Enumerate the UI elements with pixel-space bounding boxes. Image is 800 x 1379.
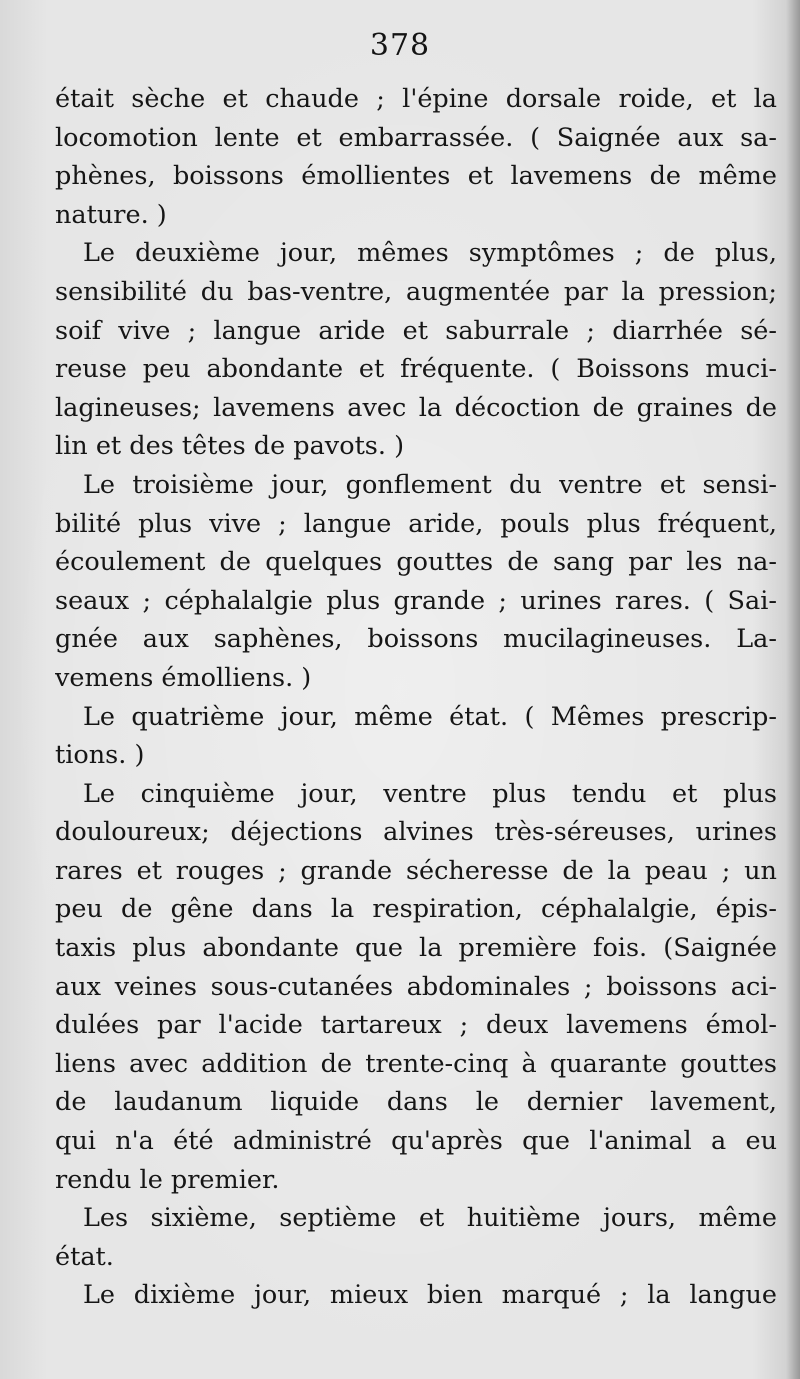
text-line: était sèche et chaude ; l'épine dorsale roide, et la [55, 84, 777, 114]
text-line: tions. ) [55, 740, 145, 771]
text-line: liens avec addition de trente-cinq à quarante gouttes [55, 1048, 777, 1079]
text-line: Les sixième, septième et huitième jours, même [83, 1203, 777, 1234]
page-edge-shadow [786, 0, 800, 1379]
text-line: état. [55, 1241, 114, 1272]
body-text [55, 80, 777, 1315]
text-line: lagineuses; lavemens avec la décoction de graines de [55, 392, 777, 423]
text-line: Le cinquième jour, ventre plus tendu et plus [83, 778, 777, 809]
text-line: Le dixième jour, mieux bien marqué ; la langue [83, 1280, 777, 1311]
text-line: qui n'a été administré qu'après que l'animal a eu [55, 1126, 777, 1157]
text-line: Le troisième jour, gonflement du ventre et sensi- [83, 469, 777, 500]
text-line: écoulement de quelques gouttes de sang par les na- [55, 547, 777, 578]
text-line: phènes, boissons émollientes et lavemens de même [55, 161, 777, 192]
page-number: 378 [369, 28, 431, 63]
text-line: lin et des têtes de pavots. ) [55, 431, 405, 462]
text-line: locomotion lente et embarrassée. ( Saignée aux sa- [55, 122, 777, 153]
text-line: rendu le premier. [55, 1164, 280, 1195]
text-line: sensibilité du bas-ventre, augmentée par la pression; [55, 276, 777, 307]
text-line: soif vive ; langue aride et saburrale ; diarrhée sé- [55, 315, 777, 346]
text-line: vemens émolliens. ) [55, 662, 312, 693]
text-line: gnée aux saphènes, boissons mucilagineuses. La- [55, 624, 777, 655]
text-line: peu de gêne dans la respiration, céphalalgie, épis- [55, 894, 777, 925]
text-line: taxis plus abondante que la première fois. (Saignée [55, 933, 777, 964]
text-line: Le deuxième jour, mêmes symptômes ; de plus, [83, 238, 777, 269]
text-line: nature. ) [55, 199, 167, 230]
text-line: seaux ; céphalalgie plus grande ; urines rares. ( Sai- [55, 585, 777, 616]
text-line: dulées par l'acide tartareux ; deux lavemens émol- [55, 1010, 777, 1041]
text-line: douloureux; déjections alvines très-séreuses, urines [55, 817, 777, 848]
text-line: aux veines sous-cutanées abdominales ; boissons aci- [55, 971, 777, 1002]
text-line: rares et rouges ; grande sécheresse de la peau ; un [55, 855, 777, 886]
text-line: Le quatrième jour, même état. ( Mêmes prescrip- [83, 701, 777, 732]
text-line: bilité plus vive ; langue aride, pouls plus fréquent, [55, 508, 777, 539]
text-line: reuse peu abondante et fréquente. ( Boissons muci- [55, 354, 777, 385]
text-line: de laudanum liquide dans le dernier lavement, [55, 1087, 777, 1118]
